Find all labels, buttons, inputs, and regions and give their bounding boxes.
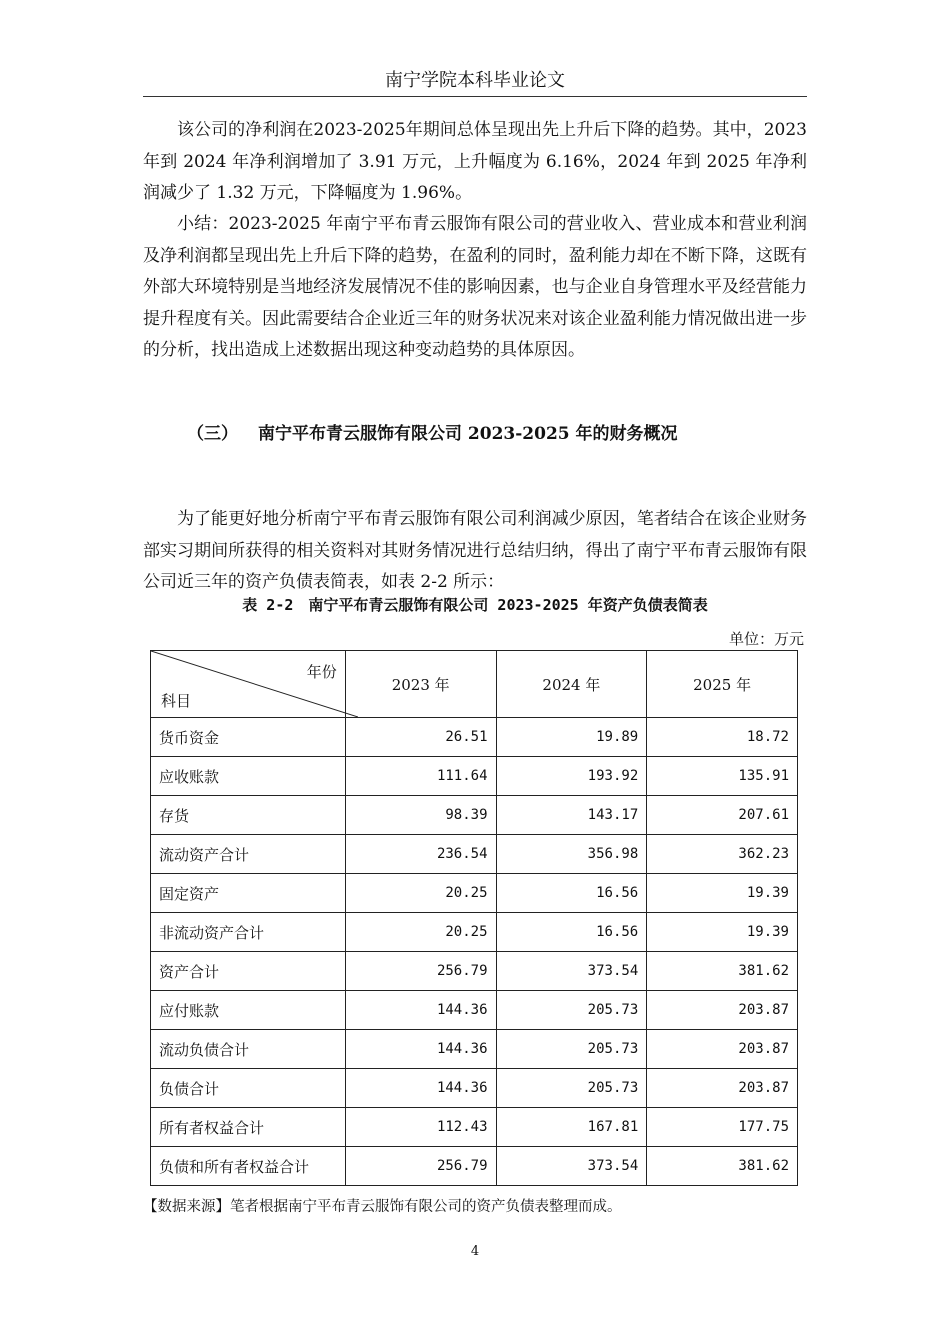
row-value-cell: 98.39 <box>345 796 496 835</box>
row-value-cell: 19.39 <box>647 874 798 913</box>
row-item-label: 非流动资产合计 <box>151 913 346 952</box>
row-value-cell: 203.87 <box>647 991 798 1030</box>
row-value-cell: 205.73 <box>496 1030 647 1069</box>
row-value-cell: 143.17 <box>496 796 647 835</box>
table-row <box>151 1069 798 1108</box>
row-value-cell: 20.25 <box>345 874 496 913</box>
year-header: 2023 年 <box>345 651 496 718</box>
table-body <box>151 718 798 1186</box>
row-value-cell: 203.87 <box>647 1069 798 1108</box>
row-value-cell: 26.51 <box>345 718 496 757</box>
row-item-label: 资产合计 <box>151 952 346 991</box>
table-row <box>151 1108 798 1147</box>
table-row <box>151 913 798 952</box>
table-row <box>151 874 798 913</box>
row-value-cell: 16.56 <box>496 874 647 913</box>
row-item-label: 所有者权益合计 <box>151 1108 346 1147</box>
row-value-cell: 256.79 <box>345 1147 496 1186</box>
row-value-cell: 135.91 <box>647 757 798 796</box>
row-item-label: 负债和所有者权益合计 <box>151 1147 346 1186</box>
table-row <box>151 952 798 991</box>
row-value-cell: 19.39 <box>647 913 798 952</box>
table-header-row <box>151 651 798 718</box>
row-value-cell: 16.56 <box>496 913 647 952</box>
section-number: （三） <box>187 424 238 444</box>
paragraph-net-profit: 该公司的净利润在2023-2025年期间总体呈现出先上升后下降的趋势。其中，2023 年到 2024 年净利润增加了 3.91 万元，上升幅度为 6.16%，2024 年到 2025 年净利润减少了 1.32 万元，下降幅度为 1.96%。 <box>143 120 807 203</box>
row-value-cell: 177.75 <box>647 1108 798 1147</box>
row-value-cell: 362.23 <box>647 835 798 874</box>
row-item-label: 流动负债合计 <box>151 1030 346 1069</box>
section-title: 南宁平布青云服饰有限公司 2023-2025 年的财务概况 <box>258 424 678 444</box>
table-row <box>151 835 798 874</box>
row-value-cell: 356.98 <box>496 835 647 874</box>
row-item-label: 货币资金 <box>151 718 346 757</box>
row-item-label: 应付账款 <box>151 991 346 1030</box>
row-value-cell: 381.62 <box>647 952 798 991</box>
row-value-cell: 111.64 <box>345 757 496 796</box>
row-value-cell: 381.62 <box>647 1147 798 1186</box>
table-row <box>151 796 798 835</box>
row-value-cell: 144.36 <box>345 1069 496 1108</box>
page-number: 4 <box>470 1244 480 1259</box>
table-row <box>151 718 798 757</box>
row-value-cell: 20.25 <box>345 913 496 952</box>
row-value-cell: 19.89 <box>496 718 647 757</box>
table-row <box>151 757 798 796</box>
table-row <box>151 1147 798 1186</box>
row-item-label: 应收账款 <box>151 757 346 796</box>
corner-header-cell <box>151 651 346 718</box>
row-value-cell: 205.73 <box>496 991 647 1030</box>
row-value-cell: 203.87 <box>647 1030 798 1069</box>
corner-year-label: 年份 <box>306 663 337 681</box>
table-caption: 表 2-2 南宁平布青云服饰有限公司 2023-2025 年资产负债表简表 <box>242 596 708 614</box>
row-item-label: 负债合计 <box>151 1069 346 1108</box>
row-value-cell: 207.61 <box>647 796 798 835</box>
page-header-title: 南宁学院本科毕业论文 <box>385 70 565 91</box>
row-item-label: 存货 <box>151 796 346 835</box>
row-value-cell: 167.81 <box>496 1108 647 1147</box>
paragraph-intro-table: 为了能更好地分析南宁平布青云服饰有限公司利润减少原因，笔者结合在该企业财务部实习期间所获得的相关资料对其财务情况进行总结归纳，得出了南宁平布青云服饰有限公司近三年的资产负债表简表，如表 2-2 所示： <box>143 509 807 592</box>
section-heading <box>143 420 807 448</box>
balance-sheet-table <box>150 650 798 1186</box>
row-value-cell: 373.54 <box>496 1147 647 1186</box>
row-value-cell: 144.36 <box>345 991 496 1030</box>
row-value-cell: 144.36 <box>345 1030 496 1069</box>
year-header: 2024 年 <box>496 651 647 718</box>
table-row <box>151 1030 798 1069</box>
row-item-label: 固定资产 <box>151 874 346 913</box>
row-value-cell: 193.92 <box>496 757 647 796</box>
row-value-cell: 256.79 <box>345 952 496 991</box>
year-header: 2025 年 <box>647 651 798 718</box>
table-row <box>151 991 798 1030</box>
table-unit: 单位：万元 <box>728 630 804 648</box>
table-source-note: 【数据来源】笔者根据南宁平布青云服饰有限公司的资产负债表整理而成。 <box>143 1199 622 1215</box>
row-value-cell: 18.72 <box>647 718 798 757</box>
row-value-cell: 112.43 <box>345 1108 496 1147</box>
corner-subject-label: 科目 <box>161 692 192 710</box>
header-rule <box>143 96 807 97</box>
paragraph-summary: 小结：2023-2025 年南宁平布青云服饰有限公司的营业收入、营业成本和营业利润及净利润都呈现出先上升后下降的趋势，在盈利的同时，盈利能力却在不断下降，这既有外部大环境特别是当地经济发展情况不佳的影响因素，也与企业自身管理水平及经营能力提升程度有关。因此需要结合企业近三年的财务状况来对该企业盈利能力情况做出进一步的分析，找出造成上述数据出现这种变动趋势的具体原因。 <box>143 214 807 360</box>
row-value-cell: 236.54 <box>345 835 496 874</box>
row-item-label: 流动资产合计 <box>151 835 346 874</box>
row-value-cell: 373.54 <box>496 952 647 991</box>
row-value-cell: 205.73 <box>496 1069 647 1108</box>
